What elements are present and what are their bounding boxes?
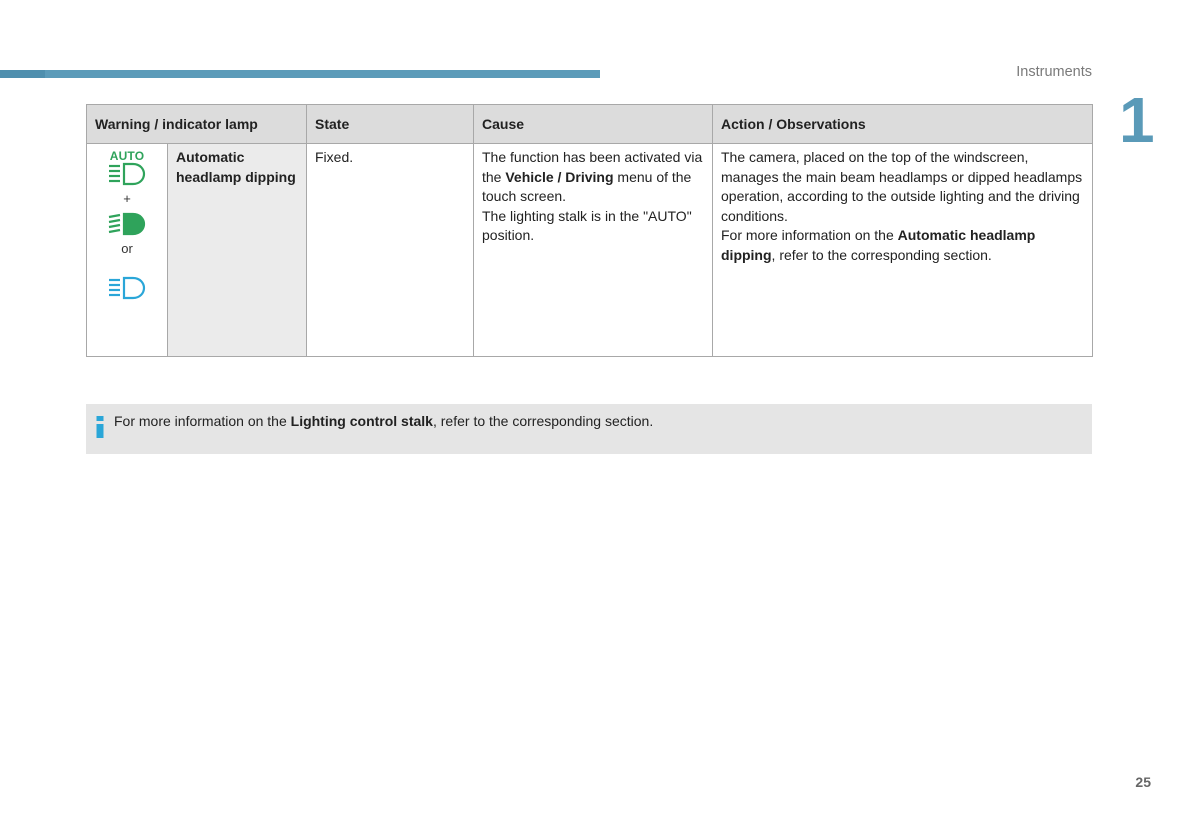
auto-label: AUTO bbox=[109, 149, 145, 163]
info-text bbox=[114, 413, 653, 429]
cause-cell bbox=[474, 144, 713, 357]
column-header-lamp: Warning / indicator lamp bbox=[87, 105, 307, 144]
info-text-start: For more information on the bbox=[114, 413, 291, 429]
info-icon bbox=[96, 416, 104, 438]
info-text-end: , refer to the corresponding section. bbox=[432, 413, 654, 429]
header-accent-bar-start bbox=[0, 70, 45, 78]
cause-menu-path: Vehicle / Driving bbox=[505, 168, 614, 185]
action-text: The camera, placed on the top of the windscreen, manages the main beam headlamps or dipped headlamps operation, according to the outside lighting and the driving conditions. bbox=[721, 149, 1083, 224]
cause-stalk-text: The lighting stalk is in the "AUTO" position. bbox=[482, 207, 692, 244]
column-header-state: State bbox=[307, 105, 474, 144]
table-row bbox=[87, 144, 1093, 357]
warning-lamp-table bbox=[86, 104, 1093, 357]
action-more-info-text: For more information on the bbox=[721, 227, 898, 244]
info-box bbox=[86, 404, 1092, 454]
section-title: Instruments bbox=[1016, 64, 1092, 80]
page-number: 25 bbox=[1135, 774, 1151, 790]
lamp-icons-cell bbox=[87, 144, 168, 357]
column-header-cause: Cause bbox=[474, 105, 713, 144]
action-cell bbox=[713, 144, 1093, 357]
dipped-beam-icon bbox=[107, 276, 147, 300]
main-beam-icon bbox=[107, 212, 147, 236]
lamp-name-cell: Automatic headlamp dipping bbox=[168, 144, 307, 357]
cause-text: The function has been activated via the bbox=[482, 149, 703, 185]
header-accent-bar bbox=[0, 70, 600, 78]
action-section-reference: Automatic headlamp dipping bbox=[721, 227, 1036, 263]
table-header-row bbox=[87, 105, 1093, 144]
or-separator: or bbox=[121, 241, 133, 256]
cause-text-end: menu of the touch screen. bbox=[482, 168, 692, 205]
info-section-reference: Lighting control stalk bbox=[290, 413, 433, 429]
chapter-number: 1 bbox=[1119, 84, 1155, 156]
column-header-action: Action / Observations bbox=[713, 105, 1093, 144]
auto-main-beam-icon bbox=[107, 162, 147, 186]
action-more-info-end: , refer to the corresponding section. bbox=[771, 246, 992, 263]
state-cell: Fixed. bbox=[307, 144, 474, 357]
plus-separator: + bbox=[123, 191, 131, 206]
